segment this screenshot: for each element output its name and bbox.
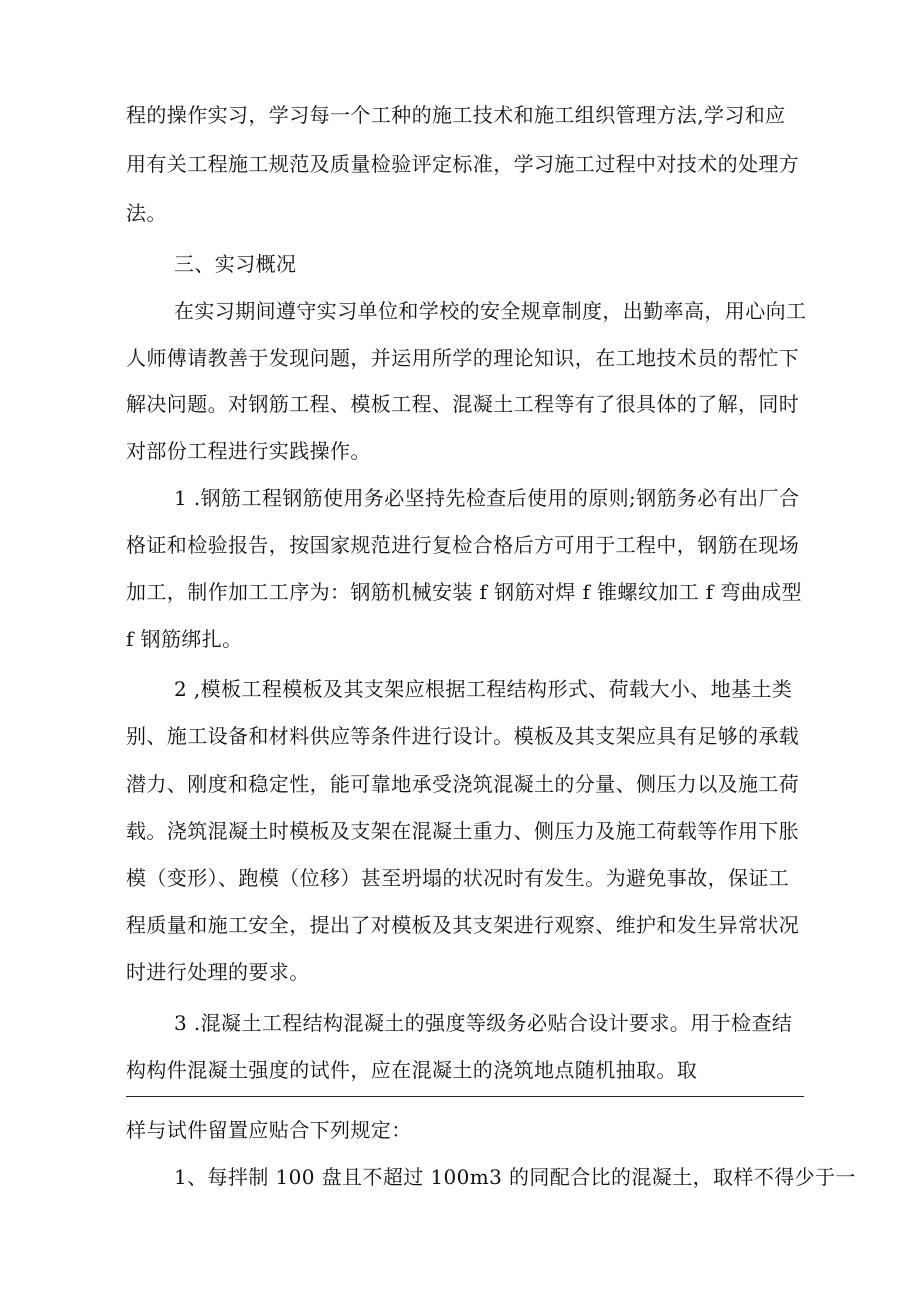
text-line-3: 法。 [126,201,167,225]
section-heading: 三、实习概况 [174,252,297,276]
text-line-18: 程质量和施工安全，提出了对模板及其支架进行观察、维护和发生异常状况 [126,913,800,937]
text-line-22: 样与试件留置应贴合下列规定： [126,1118,412,1142]
text-line-9: 1 .钢筋工程钢筋使用务必坚持先检查后使用的原则;钢筋务必有出厂合 [174,486,800,510]
text-line-7: 解决问题。对钢筋工程、模板工程、混凝土工程等有了很具体的了解，同时 [126,392,800,416]
text-line-2: 用有关工程施工规范及质量检验评定标准，学习施工过程中对技术的处理方 [126,152,800,176]
text-line-14: 别、施工设备和材料供应等条件进行设计。模板及其支架应具有足够的承载 [126,724,800,748]
horizontal-rule [126,1096,804,1097]
text-line-5: 在实习期间遵守实习单位和学校的安全规章制度，出勤率高，用心向工 [174,299,807,323]
text-line-8: 对部份工程进行实践操作。 [126,439,371,463]
text-line-10: 格证和检验报告，按国家规范进行复检合格后方可用于工程中，钢筋在现场 [126,533,800,557]
text-line-1: 程的操作实习，学习每一个工种的施工技术和施工组织管理方法,学习和应 [126,103,786,127]
text-line-15: 潜力、刚度和稳定性，能可靠地承受浇筑混凝土的分量、侧压力以及施工荷 [126,772,800,796]
text-line-20: 3 .混凝土工程结构混凝土的强度等级务必贴合设计要求。用于检查结 [174,1011,793,1035]
text-line-12: f 钢筋绑扎。 [126,627,243,651]
text-line-16: 载。浇筑混凝土时模板及支架在混凝土重力、侧压力及施工荷载等作用下胀 [126,819,800,843]
text-line-13: 2 ,模板工程模板及其支架应根据工程结构形式、荷载大小、地基土类 [174,677,793,701]
text-line-6: 人师傅请教善于发现问题，并运用所学的理论知识，在工地技术员的帮忙下 [126,346,800,370]
text-line-23: 1、每拌制 100 盘且不超过 100m3 的同配合比的混凝土，取样不得少于一 [174,1165,856,1189]
text-line-11: 加工，制作加工工序为：钢筋机械安装 f 钢筋对焊 f 锥螺纹加工 f 弯曲成型 [126,580,802,604]
text-line-21: 构构件混凝土强度的试件，应在混凝土的浇筑地点随机抽取。取 [126,1058,698,1082]
text-line-17: 模（变形）、跑模（位移）甚至坍塌的状况时有发生。为避免事故，保证工 [126,866,790,890]
text-line-19: 时进行处理的要求。 [126,960,310,984]
